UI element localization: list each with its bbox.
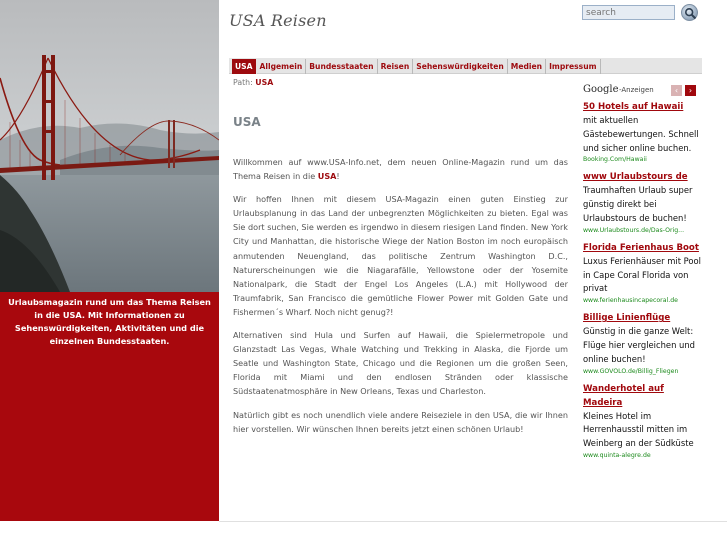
paragraph-alternatives: Alternativen sind Hula und Surfen auf Hawaii, die Spielermetropole und Glanzstadt Las Vegas, Whale Watching und Trekking in Alaska, die Fjorde um Seatle und Washington State, Chicago und die Regionen um die großen Seen, Florida mit Miami und den endlosen Stränden oder klassische Südstaatenatmosphäre in New Orleans, Texas und Charleston. — [233, 330, 568, 397]
ad-url[interactable]: www.Urlaubstours.de/Das-Orig... — [583, 226, 685, 234]
search-input[interactable] — [582, 5, 675, 20]
paragraph-destinations: Wir hoffen Ihnen mit diesem USA-Magazin einen guten Einstieg zur Urlaubsplanung in das Land der unbegrenzten Möglichkeiten zu bieten. Egal was Sie dort suchen, Sie werden es irgendwo in diesem riesigen Land finden. New York City und Manhattan, die historische Wiege der Nation Boston im noch europäisch anmutenden Neuengland, das politische Zentrum Washington D.C., Naturerscheinungen wie die Niagarafälle, Yellowstone oder der Yosemite Nationalpark, die Stadt der Engel Los Angeles (L.A.) mit Hollywood der Traumfabrik, San Francisco die gemütliche Flower Power mit Golden Gate und Fishermen´s Wharf. Noch nicht genug?! — [233, 194, 568, 317]
ads-prev-button[interactable]: ‹ — [671, 85, 682, 96]
nav-tab-reisen[interactable]: Reisen — [378, 59, 414, 74]
nav-tab-bundesstaaten[interactable]: Bundesstaaten — [306, 59, 377, 74]
ad-title-link[interactable]: Wanderhotel auf Madeira — [583, 383, 664, 408]
nav-tab-medien[interactable]: Medien — [508, 59, 546, 74]
footer-divider — [219, 521, 727, 522]
paragraph-closing: Natürlich gibt es noch unendlich viele andere Reiseziele in den USA, die wir Ihnen hier vorstellen. Wir wünschen Ihnen bereits jetzt einen schönen Urlaub! — [233, 409, 568, 434]
ad-text: Luxus Ferienhäuser mit Pool in Cape Coral Florida von privat — [583, 255, 701, 294]
ad-item — [583, 382, 701, 461]
ad-text: Kleines Hotel im Herrenhausstil mitten im Weinberg an der Südküste — [583, 410, 694, 449]
google-ads-sidebar — [583, 82, 701, 521]
ad-url[interactable]: www.GOVOLO.de/Billig_Fliegen — [583, 367, 679, 375]
left-panel — [0, 0, 219, 521]
article-body — [233, 155, 568, 445]
ad-text: Günstig in die ganze Welt: Flüge hier vergleichen und online buchen! — [583, 326, 695, 364]
ad-title-link[interactable]: Florida Ferienhaus Boot — [583, 242, 699, 253]
intro-text: Willkommen auf www.USA-Info.net, dem neuen Online-Magazin rund um das Thema Reisen in die — [233, 157, 568, 182]
ad-text: mit aktuellen Gästebewertungen. Schnell und sicher online buchen. — [583, 115, 699, 153]
magnifier-icon — [684, 7, 697, 20]
ad-item — [583, 241, 701, 306]
ad-url[interactable]: www.ferienhausincapecoral.de — [583, 297, 678, 305]
site-description: Urlaubsmagazin rund um das Thema Reisen in die USA. Mit Informationen zu Sehenswürdigkeiten, Aktivitäten und die einzelnen Bundesstaaten. — [8, 297, 211, 346]
caption-box — [0, 292, 219, 521]
usa-link[interactable]: USA — [317, 171, 337, 182]
site-title[interactable]: USA Reisen — [229, 11, 327, 30]
nav-tab-usa[interactable]: USA — [232, 59, 257, 74]
breadcrumb — [233, 78, 273, 87]
golden-gate-bridge-photo — [0, 0, 219, 292]
breadcrumb-prefix: Path: — [233, 78, 253, 87]
ad-url[interactable]: Booking.Com/Hawaii — [583, 156, 647, 164]
ad-item — [583, 170, 701, 235]
ad-text: Traumhaften Urlaub super günstig direkt bei Urlaubstours de buchen! — [583, 185, 693, 223]
ad-item — [583, 100, 701, 165]
ad-title-link[interactable]: Billige Linienflüge — [583, 313, 671, 324]
ad-url[interactable]: www.quinta-alegre.de — [583, 451, 651, 459]
ad-item — [583, 311, 701, 376]
main-navigation — [229, 58, 702, 74]
page-title: USA — [233, 115, 261, 129]
ad-title-link[interactable]: 50 Hotels auf Hawaii — [583, 102, 684, 112]
nav-tab-allgemein[interactable]: Allgemein — [257, 59, 307, 74]
ads-label[interactable]: -Anzeigen — [619, 86, 654, 94]
ads-header — [583, 82, 701, 100]
breadcrumb-current-link[interactable]: USA — [255, 78, 274, 87]
intro-end: ! — [336, 171, 340, 182]
search-button[interactable] — [681, 4, 698, 21]
ad-title-link[interactable]: www Urlaubstours de — [583, 172, 688, 183]
google-logo[interactable]: Google — [583, 84, 619, 95]
nav-tab-sehenswuerdigkeiten[interactable]: Sehenswürdigkeiten — [413, 59, 508, 74]
intro-paragraph — [233, 155, 568, 183]
nav-tab-impressum[interactable]: Impressum — [546, 59, 600, 74]
ads-next-button[interactable]: › — [685, 85, 696, 96]
